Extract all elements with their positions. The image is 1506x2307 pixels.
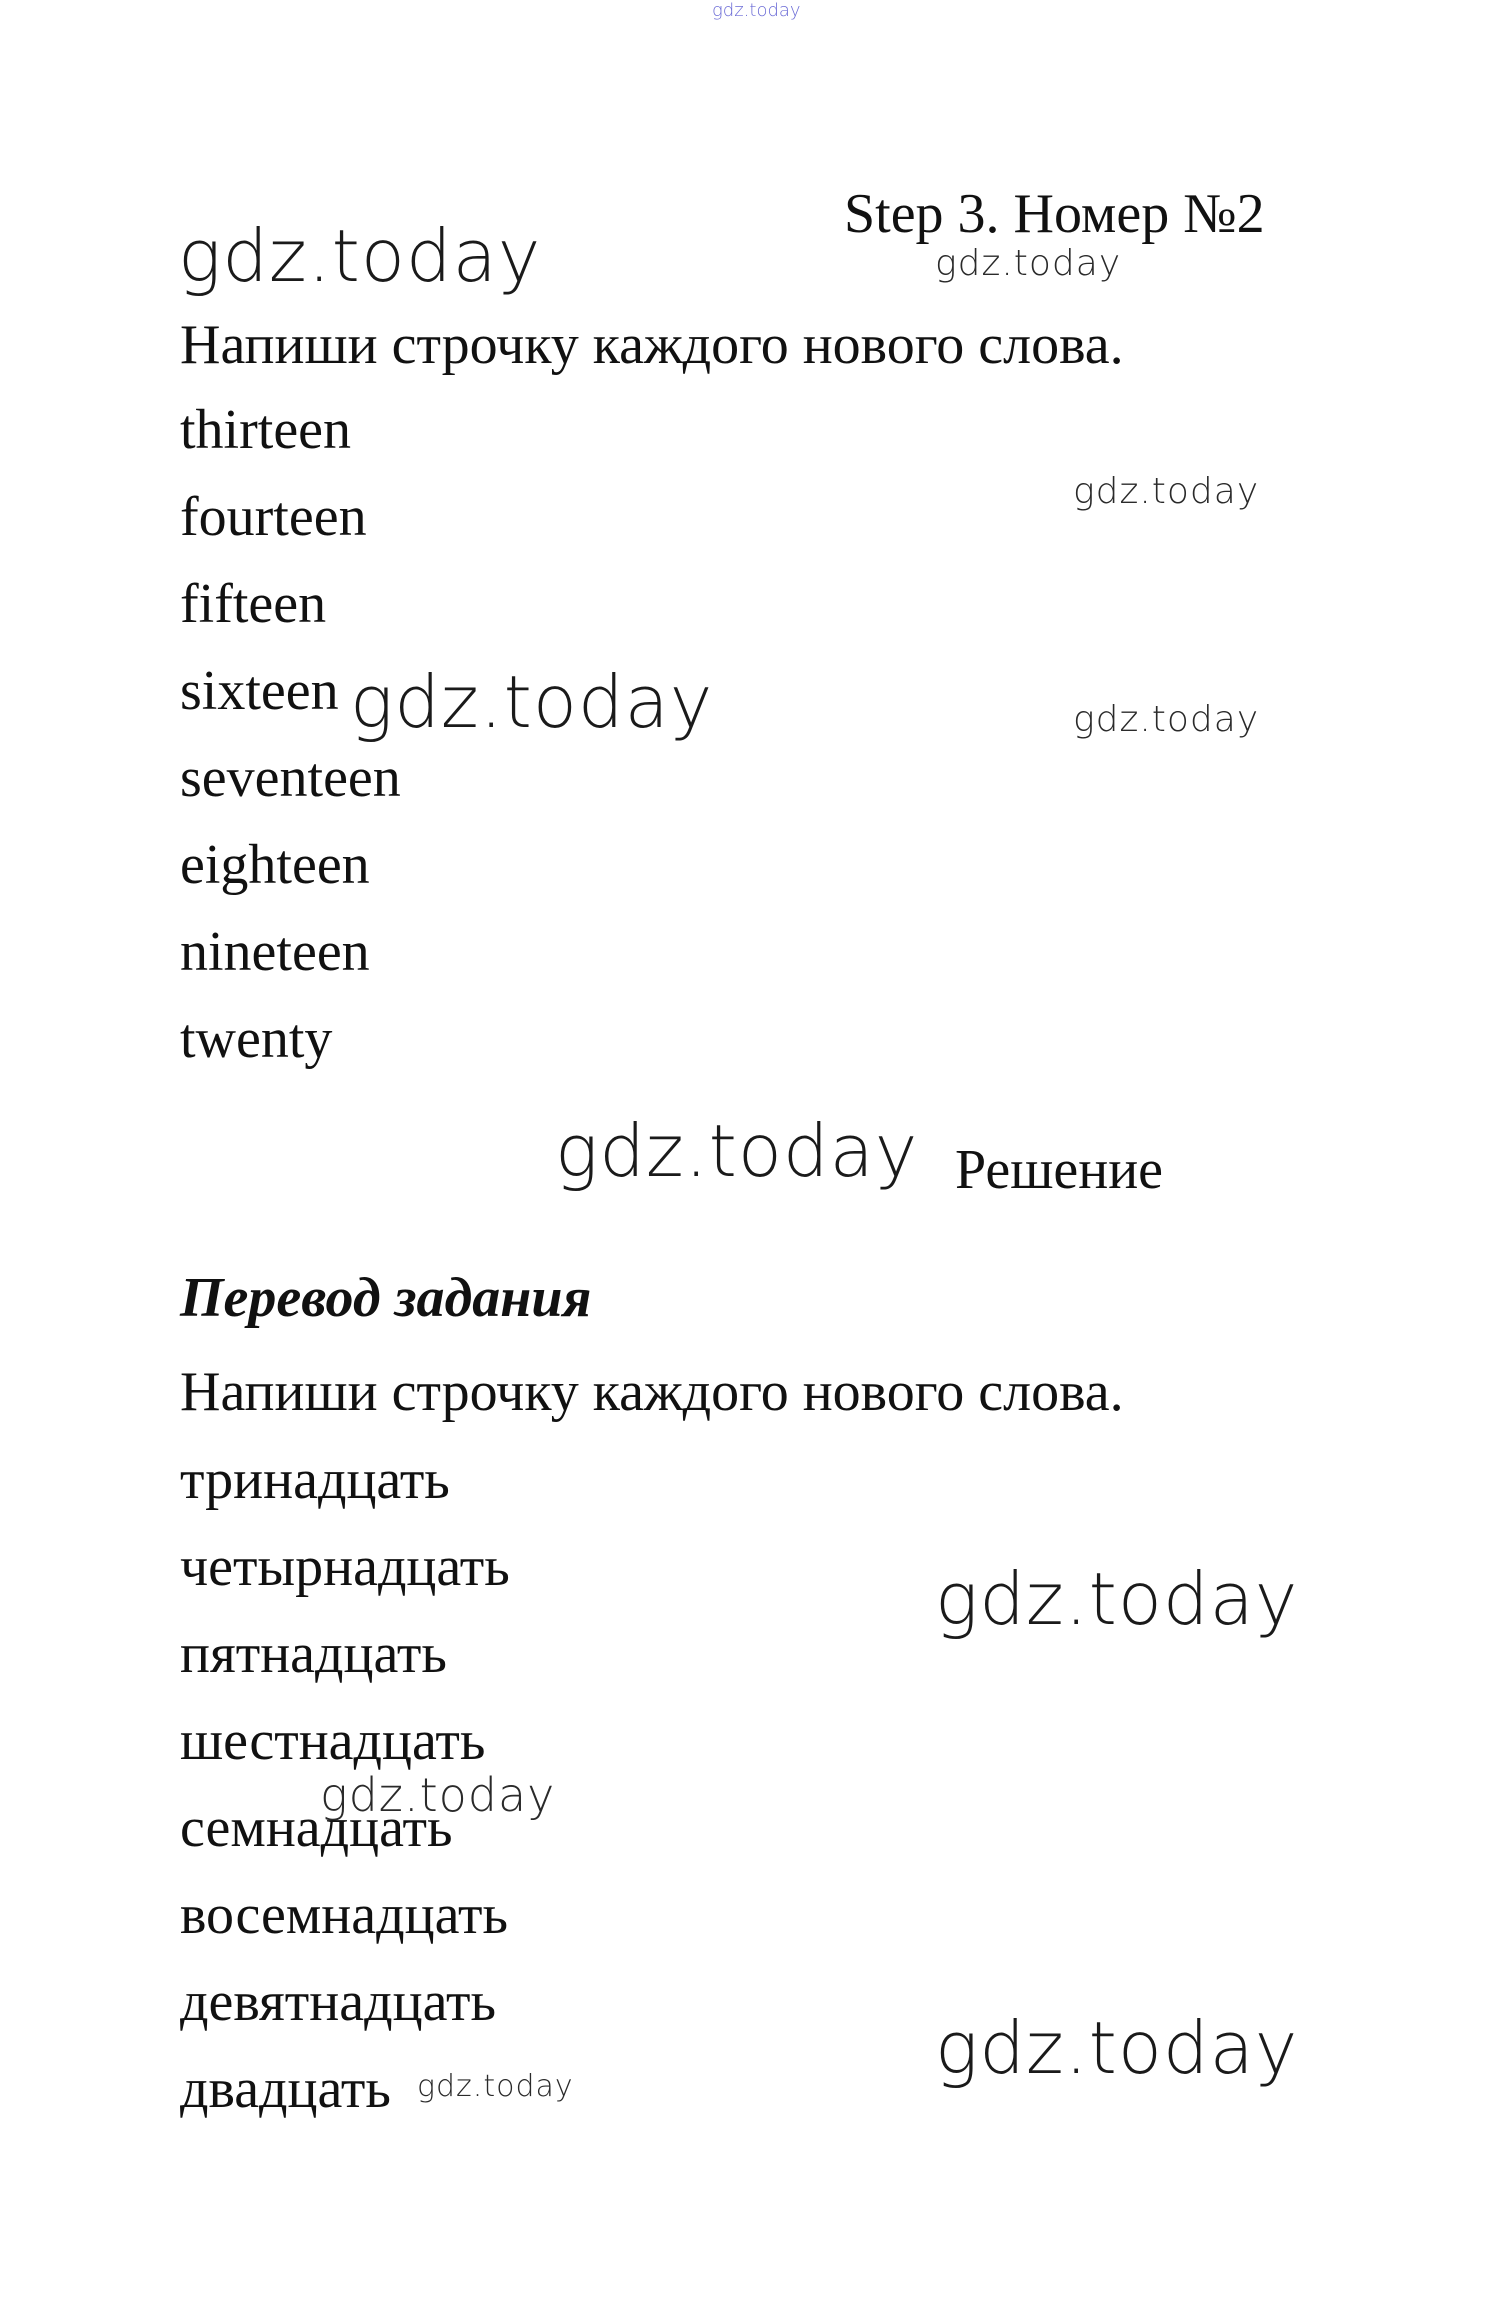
translation-word: восемнадцать <box>180 1884 508 1946</box>
solution-label: Решение <box>955 1139 1164 1201</box>
watermark: gdz.today <box>555 1109 919 1193</box>
task-word: fifteen <box>180 573 327 635</box>
watermark: gdz.today <box>417 2069 574 2104</box>
task-word: nineteen <box>180 921 370 983</box>
watermark: gdz.today <box>320 1768 556 1822</box>
watermark: gdz.today <box>1073 471 1260 512</box>
translation-word: девятнадцать <box>180 1971 496 2033</box>
translation-word: пятнадцать <box>180 1623 447 1685</box>
task-word: seventeen <box>180 747 401 809</box>
page-title: Step 3. Номер №2 <box>844 183 1265 245</box>
translation-heading: Перевод задания <box>180 1267 592 1329</box>
watermark: gdz.today <box>935 1557 1299 1641</box>
task-word: thirteen <box>180 399 352 461</box>
watermark-top: gdz.today <box>712 0 801 21</box>
translation-word: двадцать <box>180 2058 391 2120</box>
translation-word: четырнадцать <box>180 1536 510 1598</box>
watermark: gdz.today <box>935 2006 1299 2090</box>
watermark: gdz.today <box>935 243 1122 284</box>
translation-word: шестнадцать <box>180 1710 486 1772</box>
watermark: gdz.today <box>350 660 714 744</box>
task-word: fourteen <box>180 486 367 548</box>
translation-word: семнадцать <box>180 1797 453 1859</box>
task-instruction: Напиши строчку каждого нового слова. <box>180 314 1124 376</box>
task-word: eighteen <box>180 834 370 896</box>
watermark: gdz.today <box>1073 699 1260 740</box>
translation-instruction: Напиши строчку каждого нового слова. <box>180 1361 1124 1423</box>
translation-word: тринадцать <box>180 1449 450 1511</box>
task-word: sixteen <box>180 660 339 722</box>
watermark: gdz.today <box>178 214 542 298</box>
task-word: twenty <box>180 1008 333 1070</box>
